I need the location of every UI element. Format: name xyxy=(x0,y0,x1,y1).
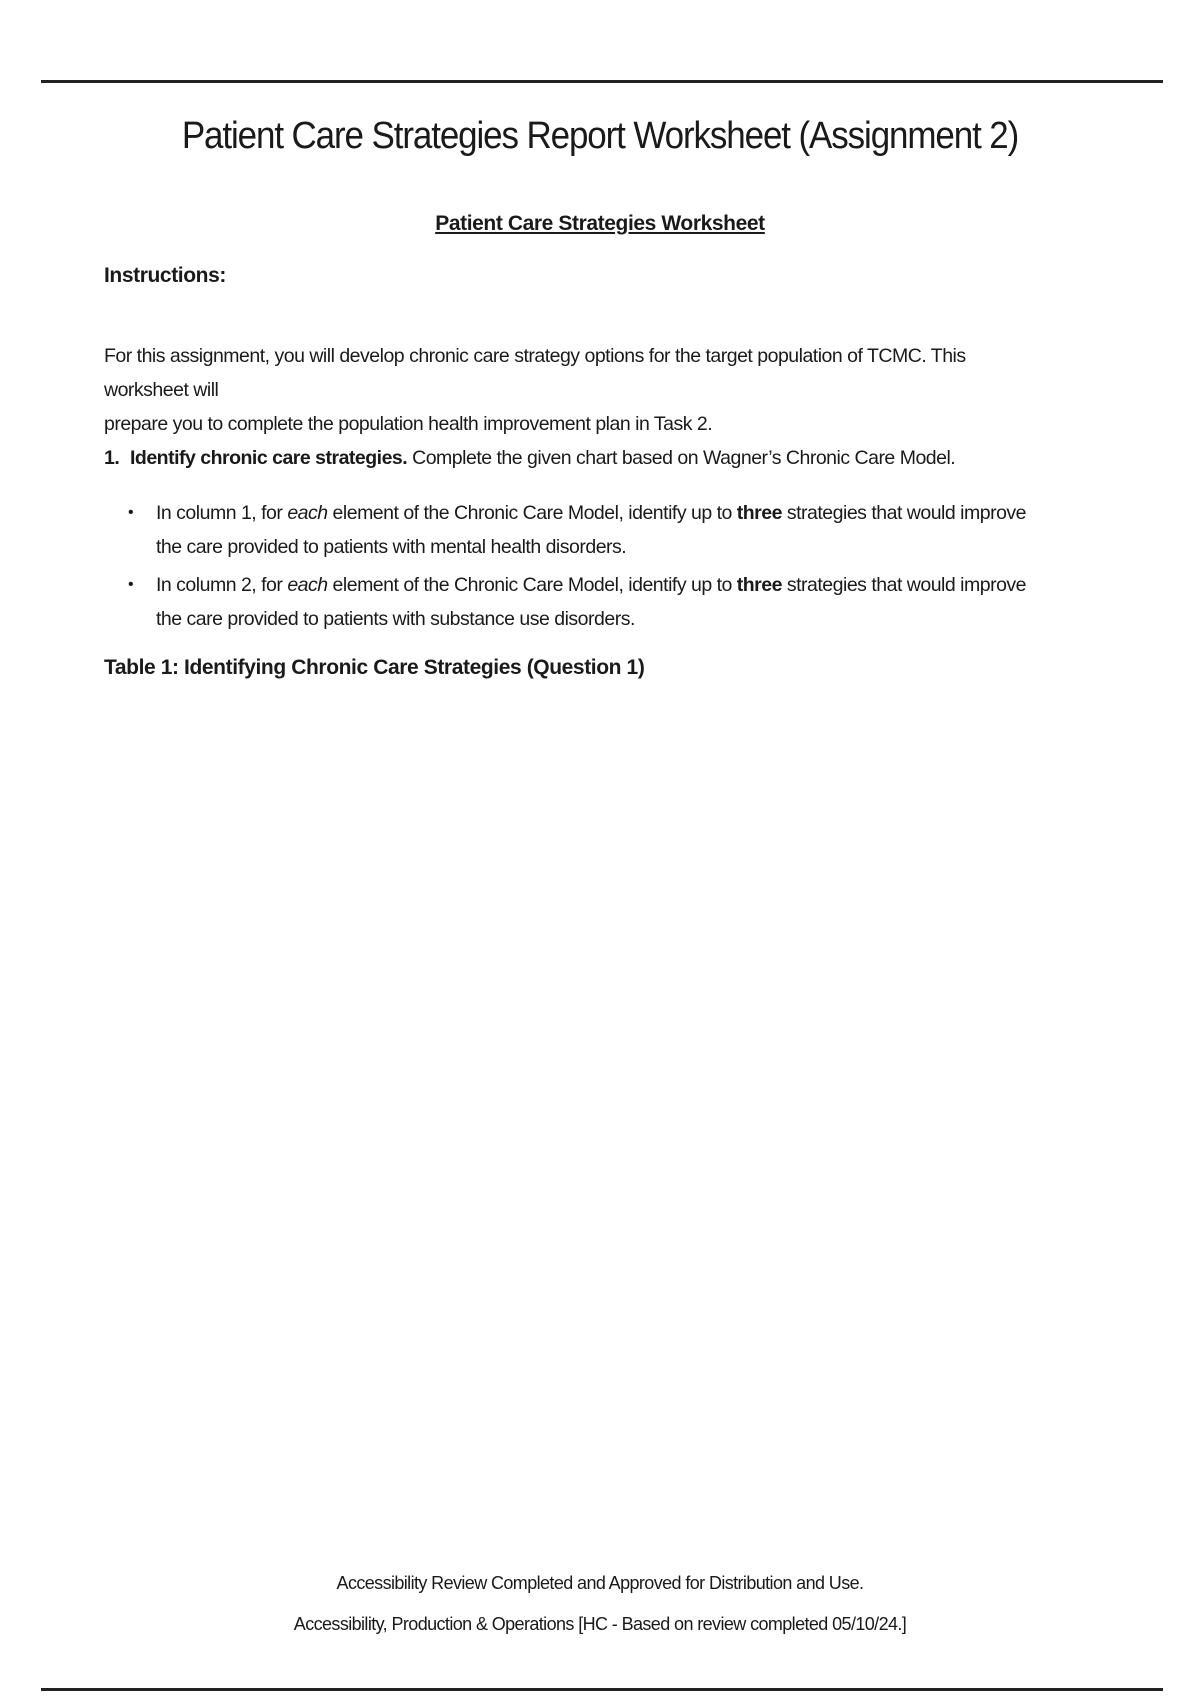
bullet-text-post: strategies that would improve the care provided to patients with mental health disorders. xyxy=(156,502,1027,558)
table-caption: Table 1: Identifying Chronic Care Strategies (Question 1) xyxy=(104,656,645,679)
bullet-text-pre: In column 2, for xyxy=(156,574,288,596)
bullet-item xyxy=(126,568,1026,636)
bullet-text-italic: each xyxy=(287,502,328,524)
bullet-text-post: strategies that would improve the care provided to patients with substance use disorders. xyxy=(156,574,1027,630)
instruction-bullets xyxy=(126,496,1026,640)
document-title: Patient Care Strategies Report Worksheet (Assignment 2) xyxy=(181,115,1019,157)
question-bold-text: Identify chronic care strategies. xyxy=(130,447,408,469)
worksheet-subtitle: Patient Care Strategies Worksheet xyxy=(435,212,765,235)
intro-line-1: For this assignment, you will develop chronic care strategy options for the target population of TCMC. This worksheet will xyxy=(104,345,966,401)
bullet-text-mid: element of the Chronic Care Model, identify up to xyxy=(327,502,737,524)
bullet-text-bold: three xyxy=(736,502,782,524)
intro-line-2: prepare you to complete the population health improvement plan in Task 2. xyxy=(104,413,713,435)
instructions-label: Instructions: xyxy=(104,264,226,287)
footer-review-note: Accessibility, Production & Operations [HC - Based on review completed 05/10/24.] xyxy=(293,1614,907,1634)
footer-accessibility-note: Accessibility Review Completed and Approved for Distribution and Use. xyxy=(336,1573,864,1593)
intro-paragraph xyxy=(104,339,1024,441)
bullet-text-bold: three xyxy=(736,574,782,596)
bullet-text-italic: each xyxy=(287,574,328,596)
top-rule xyxy=(41,80,1163,83)
bullet-item xyxy=(126,496,1026,564)
bullet-text-mid: element of the Chronic Care Model, identify up to xyxy=(327,574,737,596)
bottom-rule xyxy=(41,1688,1163,1691)
bullet-icon: • xyxy=(128,504,134,521)
question-text: Complete the given chart based on Wagner’s Chronic Care Model. xyxy=(407,447,956,469)
bullet-icon: • xyxy=(128,576,134,593)
question-1 xyxy=(104,447,1104,470)
question-number: 1. xyxy=(104,447,120,469)
bullet-text-pre: In column 1, for xyxy=(156,502,288,524)
